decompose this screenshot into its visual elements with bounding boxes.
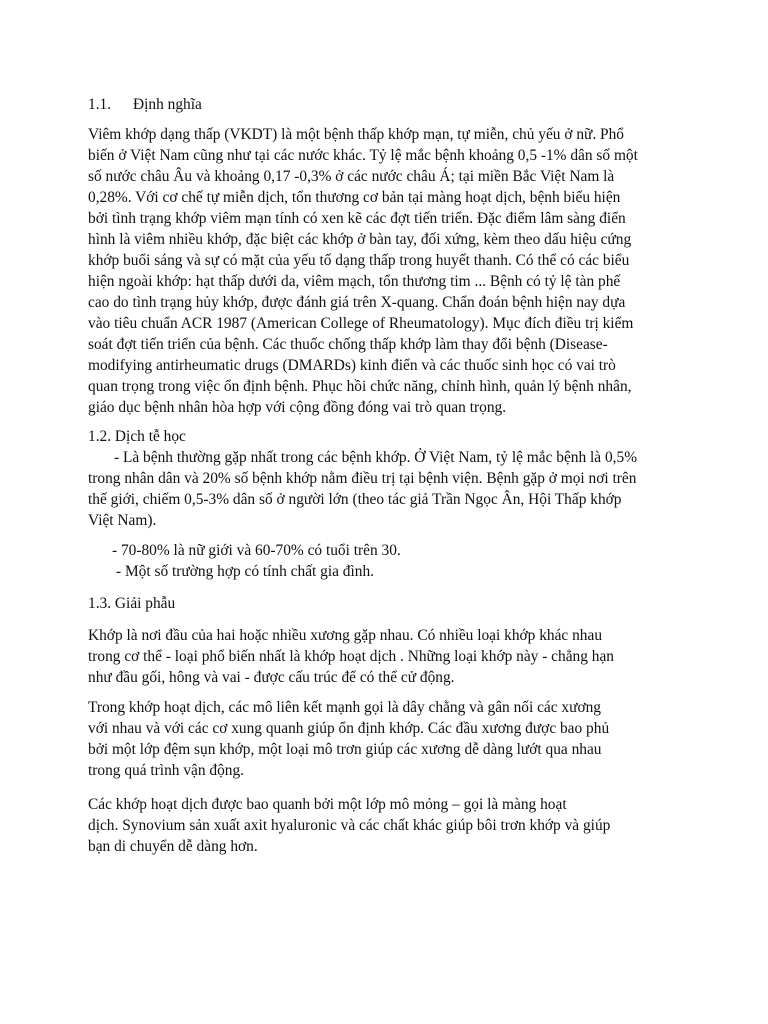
paragraph-line: Trong khớp hoạt dịch, các mô liên kết mạnh gọi là dây chằng và gân nối các xương xyxy=(88,699,602,716)
paragraph-line: giáo dục bệnh nhân hòa hợp với cộng đồng đóng vai trò quan trọng. xyxy=(88,399,507,416)
paragraph-line: như đầu gối, hông và vai - được cấu trúc để có thể cử động. xyxy=(88,669,455,686)
paragraph-line: hình là viêm nhiều khớp, đặc biệt các khớp ở bàn tay, đối xứng, kèm theo dấu hiệu cứng xyxy=(88,231,632,248)
paragraph-line: thế giới, chiếm 0,5-3% dân số ở người lớn (theo tác giả Trần Ngọc Ân, Hội Thấp khớp xyxy=(88,491,622,508)
paragraph-line: trong nhân dân và 20% số bệnh khớp nằm điều trị tại bệnh viện. Bệnh gặp ở mọi nơi trên xyxy=(88,470,637,487)
section-1-3-paragraph-3 xyxy=(88,794,708,857)
paragraph-line: bởi một lớp đệm sụn khớp, một loại mô trơn giúp các xương dễ dàng lướt qua nhau xyxy=(88,741,602,758)
paragraph-line: dịch. Synovium sản xuất axit hyaluronic và các chất khác giúp bôi trơn khớp và giúp xyxy=(88,817,611,834)
paragraph-line: - Là bệnh thường gặp nhất trong các bệnh khớp. Ở Việt Nam, tỷ lệ mắc bệnh là 0,5% xyxy=(114,449,638,466)
list-item: - Một số trường hợp có tính chất gia đình. xyxy=(116,563,375,580)
section-1-1-number: 1.1. xyxy=(88,96,112,113)
paragraph-line: soát đợt tiến triển của bệnh. Các thuốc chống thấp khớp làm thay đổi bệnh (Disease- xyxy=(88,336,608,353)
paragraph-line: bởi tình trạng khớp viêm mạn tính có xen kẽ các đợt tiến triển. Đặc điểm lâm sàng điển xyxy=(88,210,626,227)
paragraph-line: quan trọng trong việc ổn định bệnh. Phục hồi chức năng, chỉnh hình, quản lý bệnh nhân, xyxy=(88,378,632,395)
paragraph-line: 0,28%. Với cơ chế tự miễn dịch, tổn thương cơ bản tại màng hoạt dịch, bệnh biểu hiện xyxy=(88,189,621,206)
paragraph-line: biến ở Việt Nam cũng như tại các nước khác. Tỷ lệ mắc bệnh khoảng 0,5 -1% dân số một xyxy=(88,147,638,164)
section-1-1-heading xyxy=(88,94,708,115)
section-1-1-title: Định nghĩa xyxy=(133,96,202,113)
paragraph-line: vào tiêu chuẩn ACR 1987 (American College of Rheumatology). Mục đích điều trị kiểm xyxy=(88,315,634,332)
paragraph-line: Khớp là nơi đầu của hai hoặc nhiều xương gặp nhau. Có nhiều loại khớp khác nhau xyxy=(88,627,603,644)
section-1-3-paragraph-2 xyxy=(88,697,708,781)
section-1-3-heading xyxy=(88,593,708,614)
paragraph-line: trong quá trình vận động. xyxy=(88,762,245,779)
section-1-1-paragraph xyxy=(88,124,708,418)
paragraph-line: Các khớp hoạt dịch được bao quanh bởi một lớp mô mỏng – gọi là màng hoạt xyxy=(88,796,567,813)
list-item: - 70-80% là nữ giới và 60-70% có tuổi trên 30. xyxy=(112,542,401,559)
paragraph-line: cao do tình trạng hủy khớp, được đánh giá trên X-quang. Chẩn đoán bệnh hiện nay dựa xyxy=(88,294,626,311)
section-1-2-heading xyxy=(88,426,708,447)
section-1-3-paragraph-1 xyxy=(88,625,708,688)
section-1-3-title: 1.3. Giải phẫu xyxy=(88,595,176,612)
paragraph-line: Viêm khớp dạng thấp (VKDT) là một bệnh thấp khớp mạn, tự miễn, chủ yếu ở nữ. Phổ xyxy=(88,126,625,143)
section-1-2-title: 1.2. Dịch tễ học xyxy=(88,428,186,445)
section-1-2-bullet-list xyxy=(88,540,708,582)
paragraph-line: hiện ngoài khớp: hạt thấp dưới da, viêm mạch, tổn thương tim ... Bệnh có tỷ lệ tàn phế xyxy=(88,273,621,290)
paragraph-line: khớp buổi sáng và sự có mặt của yếu tố dạng thấp trong huyết thanh. Có thể có các biểu xyxy=(88,252,630,269)
paragraph-line: modifying antirheumatic drugs (DMARDs) kinh điển và các thuốc sinh học có vai trò xyxy=(88,357,616,374)
paragraph-line: bạn di chuyển dễ dàng hơn. xyxy=(88,838,258,855)
paragraph-line: trong cơ thể - loại phổ biến nhất là khớp hoạt dịch . Những loại khớp này - chẳng hạn xyxy=(88,648,614,665)
paragraph-line: với nhau và với các cơ xung quanh giúp ổn định khớp. Các đầu xương được bao phủ xyxy=(88,720,610,737)
paragraph-line: Việt Nam). xyxy=(88,512,157,529)
section-1-2-paragraph xyxy=(88,447,708,531)
paragraph-line: số nước châu Âu và khoảng 0,17 -0,3% ở các nước châu Á; tại miền Bắc Việt Nam là xyxy=(88,168,615,185)
